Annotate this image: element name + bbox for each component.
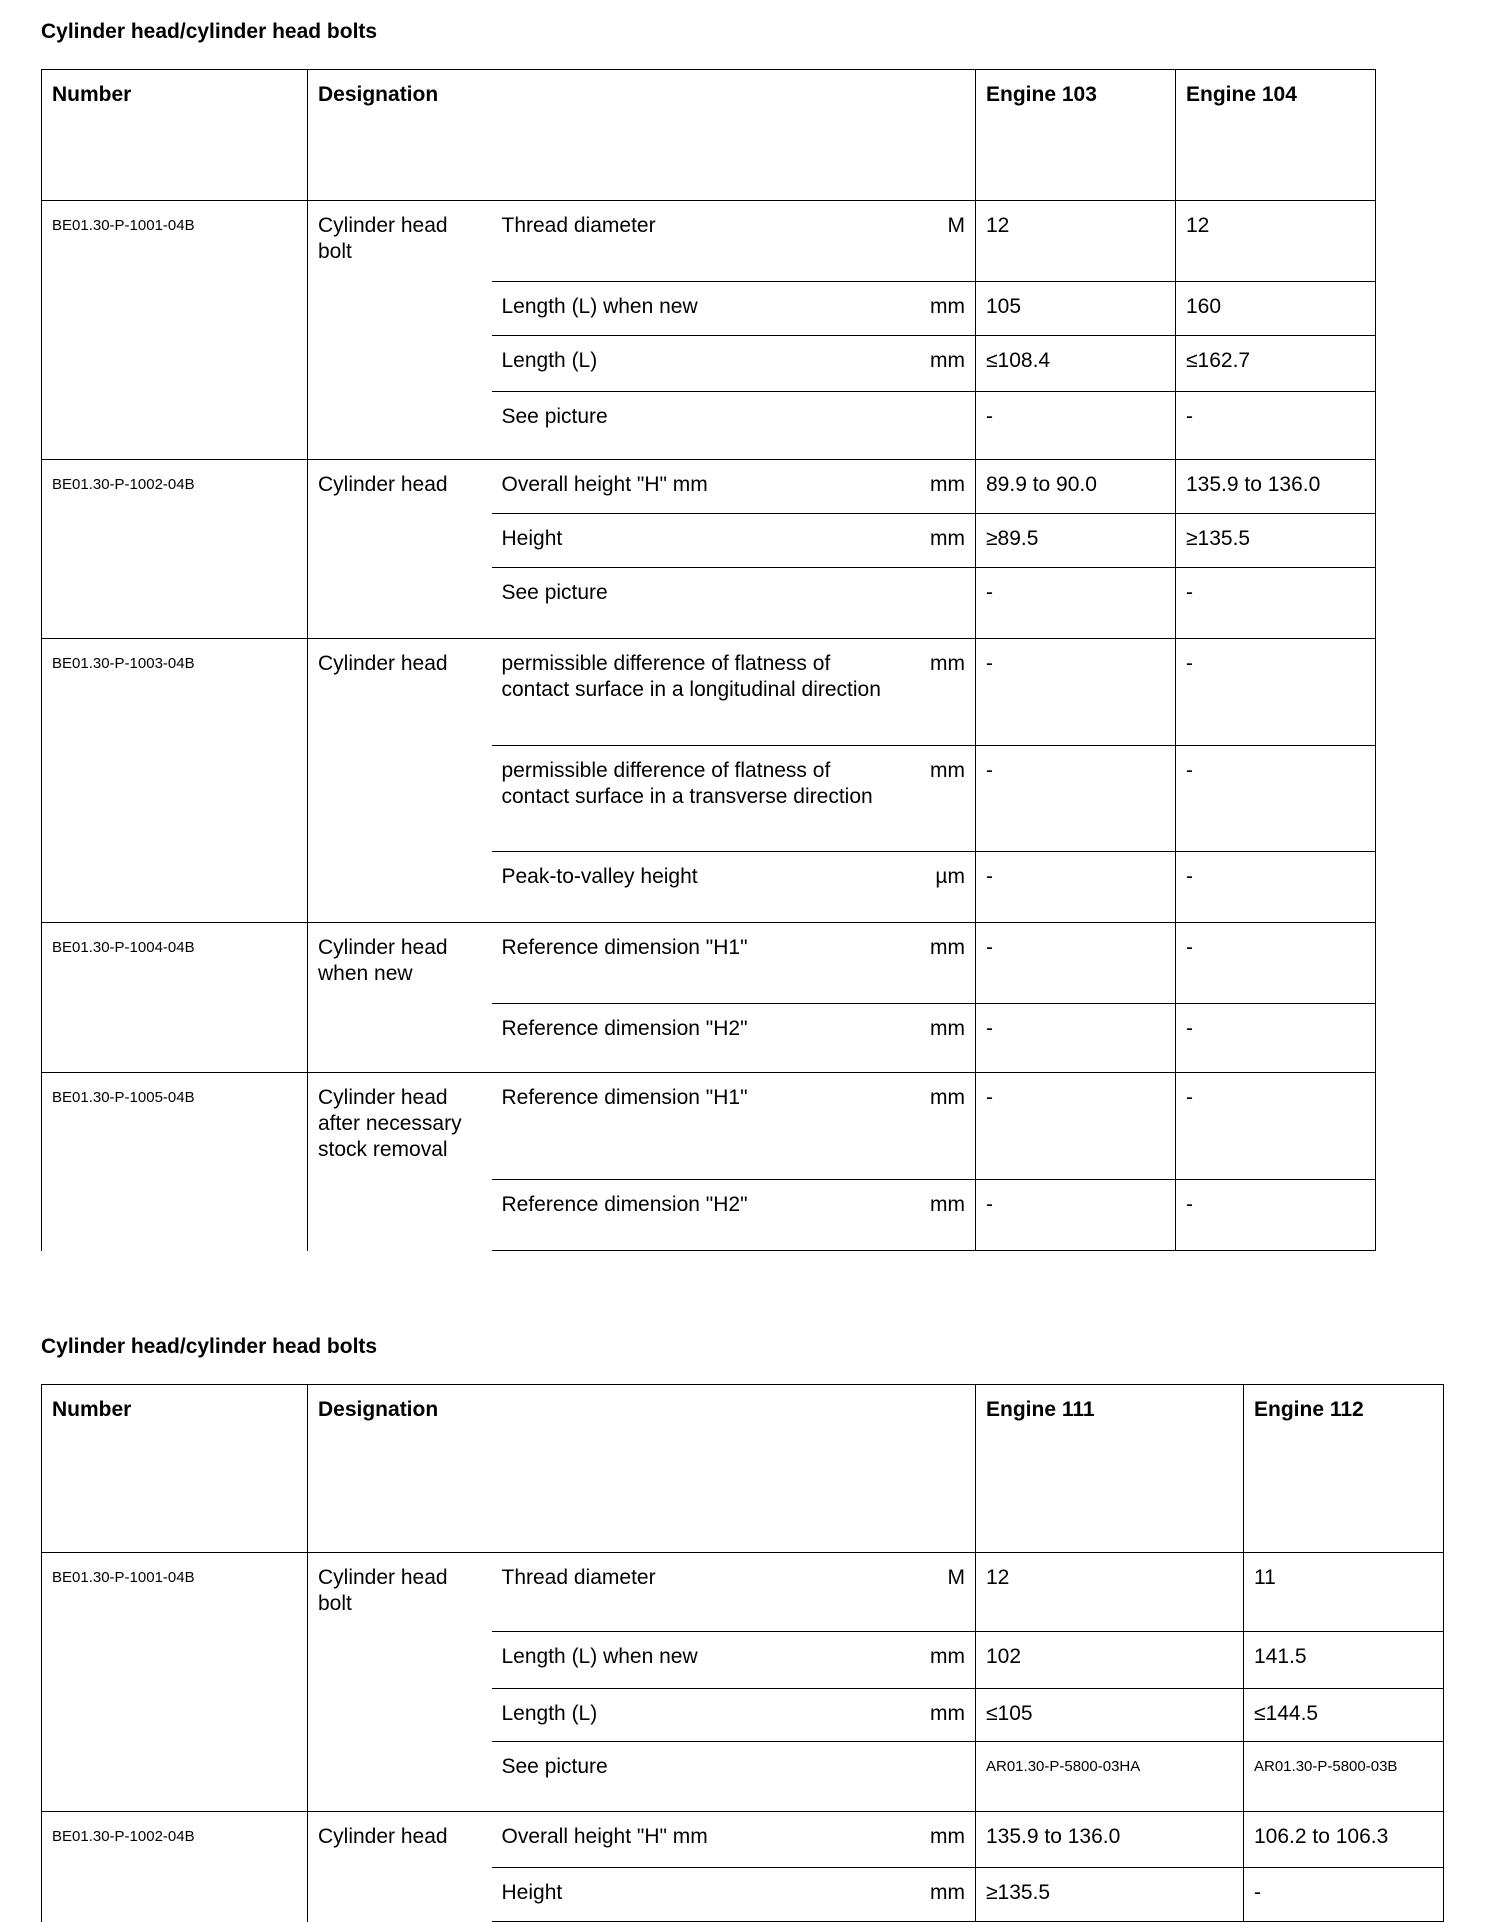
value-engine-a: ≤108.4 xyxy=(976,336,1176,392)
value-engine-a: 89.9 to 90.0 xyxy=(976,460,1176,514)
part-number: BE01.30-P-1001-04B xyxy=(42,201,308,460)
part-number: BE01.30-P-1002-04B xyxy=(42,460,308,639)
table-row xyxy=(42,1553,1444,1632)
value-engine-a: AR01.30-P-5800-03HA xyxy=(976,1742,1244,1812)
table-header xyxy=(42,1385,1444,1553)
value-engine-a: ≥135.5 xyxy=(976,1868,1244,1922)
value-engine-a: 12 xyxy=(976,201,1176,282)
parameter-label: Reference dimension "H2" xyxy=(492,1004,910,1073)
header-engine-a: Engine 111 xyxy=(976,1385,1244,1553)
component-name: Cylinder head xyxy=(308,639,492,923)
parameter-label: Length (L) xyxy=(492,336,910,392)
component-name: Cylinder head xyxy=(308,1812,492,1922)
unit: mm xyxy=(910,1812,976,1868)
parameter-label: Overall height "H" mm xyxy=(492,1812,910,1868)
part-number: BE01.30-P-1002-04B xyxy=(42,1812,308,1922)
parameter-label: permissible difference of flatness of contact surface in a transverse direction xyxy=(492,746,910,852)
value-engine-b: - xyxy=(1176,392,1376,460)
value-engine-b: - xyxy=(1176,1073,1376,1180)
header-engine-b: Engine 112 xyxy=(1244,1385,1444,1553)
unit: mm xyxy=(910,746,976,852)
part-number: BE01.30-P-1003-04B xyxy=(42,639,308,923)
value-engine-a: - xyxy=(976,1073,1176,1180)
parameter-label: Thread diameter xyxy=(492,1553,910,1632)
value-engine-b: 135.9 to 136.0 xyxy=(1176,460,1376,514)
table-row xyxy=(42,1812,1444,1868)
part-number: BE01.30-P-1005-04B xyxy=(42,1073,308,1251)
value-engine-a: - xyxy=(976,852,1176,923)
value-engine-b: - xyxy=(1176,923,1376,1004)
unit: µm xyxy=(910,852,976,923)
section-title: Cylinder head/cylinder head bolts xyxy=(41,20,378,43)
parameter-label: Thread diameter xyxy=(492,201,910,282)
spec-table-engines-111-112 xyxy=(41,1384,1444,1922)
table-row xyxy=(42,1073,1376,1180)
value-engine-a: - xyxy=(976,1180,1176,1251)
table-row xyxy=(42,460,1376,514)
unit xyxy=(910,1742,976,1812)
value-engine-a: 135.9 to 136.0 xyxy=(976,1812,1244,1868)
component-name: Cylinder head bolt xyxy=(308,201,492,460)
header-designation: Designation xyxy=(308,70,976,201)
unit: mm xyxy=(910,1180,976,1251)
unit: mm xyxy=(910,923,976,1004)
unit: mm xyxy=(910,639,976,746)
unit: mm xyxy=(910,1073,976,1180)
unit xyxy=(910,392,976,460)
table-header xyxy=(42,70,1376,201)
unit: mm xyxy=(910,460,976,514)
part-number: BE01.30-P-1004-04B xyxy=(42,923,308,1073)
value-engine-a: 102 xyxy=(976,1632,1244,1689)
parameter-label: Length (L) when new xyxy=(492,1632,910,1689)
value-engine-a: - xyxy=(976,639,1176,746)
parameter-label: Height xyxy=(492,514,910,568)
unit: mm xyxy=(910,1004,976,1073)
parameter-label: See picture xyxy=(492,392,910,460)
header-engine-b: Engine 104 xyxy=(1176,70,1376,201)
value-engine-b: - xyxy=(1176,1180,1376,1251)
table-row xyxy=(42,923,1376,1004)
value-engine-a: ≥89.5 xyxy=(976,514,1176,568)
unit: mm xyxy=(910,1632,976,1689)
parameter-label: Height xyxy=(492,1868,910,1922)
parameter-label: See picture xyxy=(492,1742,910,1812)
value-engine-a: 105 xyxy=(976,282,1176,336)
parameter-label: See picture xyxy=(492,568,910,639)
header-number: Number xyxy=(42,70,308,201)
value-engine-b: ≥135.5 xyxy=(1176,514,1376,568)
value-engine-a: ≤105 xyxy=(976,1689,1244,1742)
header-engine-a: Engine 103 xyxy=(976,70,1176,201)
parameter-label: Reference dimension "H1" xyxy=(492,1073,910,1180)
unit: M xyxy=(910,1553,976,1632)
table-row xyxy=(42,639,1376,746)
unit: M xyxy=(910,201,976,282)
parameter-label: Overall height "H" mm xyxy=(492,460,910,514)
value-engine-b: 106.2 to 106.3 xyxy=(1244,1812,1444,1868)
component-name: Cylinder head bolt xyxy=(308,1553,492,1812)
value-engine-b: ≤162.7 xyxy=(1176,336,1376,392)
unit xyxy=(910,568,976,639)
value-engine-b: - xyxy=(1176,1004,1376,1073)
value-engine-b: AR01.30-P-5800-03B xyxy=(1244,1742,1444,1812)
value-engine-a: - xyxy=(976,1004,1176,1073)
section-title: Cylinder head/cylinder head bolts xyxy=(41,1335,378,1358)
parameter-label: Length (L) xyxy=(492,1689,910,1742)
value-engine-b: - xyxy=(1244,1868,1444,1922)
value-engine-a: - xyxy=(976,568,1176,639)
value-engine-b: - xyxy=(1176,746,1376,852)
unit: mm xyxy=(910,282,976,336)
unit: mm xyxy=(910,1689,976,1742)
parameter-label: permissible difference of flatness of contact surface in a longitudinal direction xyxy=(492,639,910,746)
component-name: Cylinder head after necessary stock removal xyxy=(308,1073,492,1251)
table-row xyxy=(42,201,1376,282)
value-engine-b: 141.5 xyxy=(1244,1632,1444,1689)
parameter-label: Peak-to-valley height xyxy=(492,852,910,923)
unit: mm xyxy=(910,336,976,392)
parameter-label: Reference dimension "H1" xyxy=(492,923,910,1004)
parameter-label: Reference dimension "H2" xyxy=(492,1180,910,1251)
value-engine-b: 12 xyxy=(1176,201,1376,282)
value-engine-a: 12 xyxy=(976,1553,1244,1632)
unit: mm xyxy=(910,514,976,568)
value-engine-b: 160 xyxy=(1176,282,1376,336)
spec-table-engines-103-104 xyxy=(41,69,1376,1251)
parameter-label: Length (L) when new xyxy=(492,282,910,336)
value-engine-a: - xyxy=(976,392,1176,460)
value-engine-a: - xyxy=(976,746,1176,852)
value-engine-a: - xyxy=(976,923,1176,1004)
value-engine-b: - xyxy=(1176,852,1376,923)
value-engine-b: - xyxy=(1176,568,1376,639)
value-engine-b: 11 xyxy=(1244,1553,1444,1632)
header-number: Number xyxy=(42,1385,308,1553)
value-engine-b: ≤144.5 xyxy=(1244,1689,1444,1742)
component-name: Cylinder head when new xyxy=(308,923,492,1073)
component-name: Cylinder head xyxy=(308,460,492,639)
unit: mm xyxy=(910,1868,976,1922)
value-engine-b: - xyxy=(1176,639,1376,746)
part-number: BE01.30-P-1001-04B xyxy=(42,1553,308,1812)
header-designation: Designation xyxy=(308,1385,976,1553)
